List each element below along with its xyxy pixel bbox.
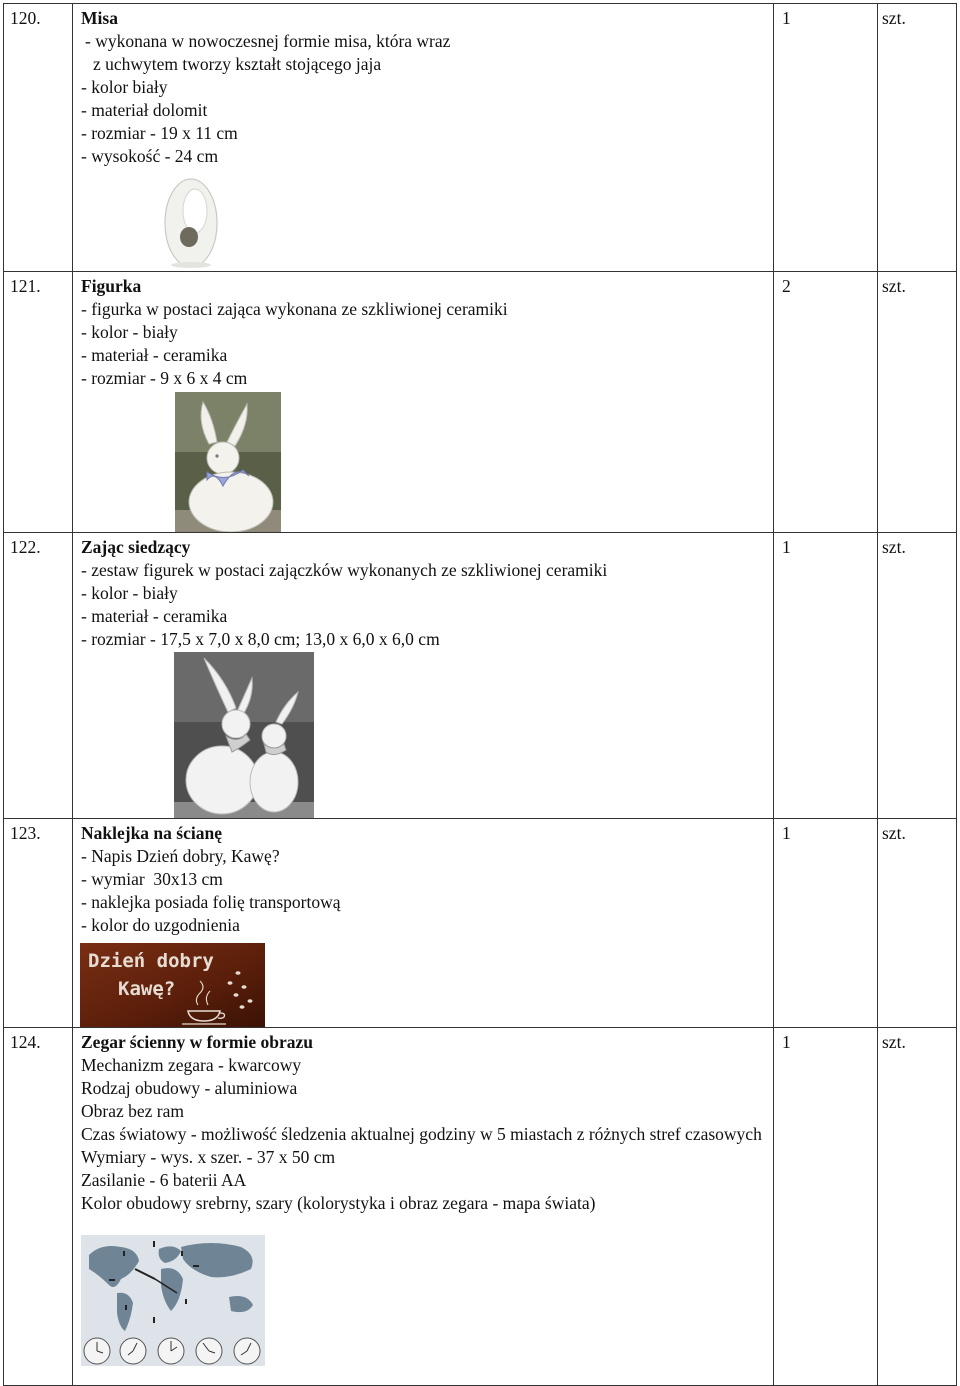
item-unit: szt. xyxy=(878,272,957,533)
wall-sticker-photo xyxy=(80,943,265,1027)
item-detail: - rozmiar - 9 x 6 x 4 cm xyxy=(81,368,248,388)
table-row xyxy=(4,1028,957,1386)
sticker-line-2: Kawę? xyxy=(118,978,176,1000)
item-detail: Wymiary - wys. x szer. - 37 x 50 cm xyxy=(81,1147,336,1167)
item-number: 124. xyxy=(4,1028,73,1386)
item-detail: - materiał - ceramika xyxy=(81,606,228,626)
item-title: Zając siedzący xyxy=(81,537,191,557)
item-detail: Zasilanie - 6 baterii AA xyxy=(81,1170,247,1190)
item-detail: - materiał - ceramika xyxy=(81,345,228,365)
item-description xyxy=(73,272,774,533)
item-description xyxy=(73,4,774,272)
item-title: Zegar ścienny w formie obrazu xyxy=(81,1032,314,1052)
item-description xyxy=(73,533,774,819)
item-quantity: 1 xyxy=(774,819,878,1028)
item-detail: - kolor do uzgodnienia xyxy=(81,915,240,935)
table-row xyxy=(4,4,957,272)
item-detail: - kolor - biały xyxy=(81,322,178,342)
product-table xyxy=(3,3,957,1386)
item-detail: - rozmiar - 17,5 x 7,0 x 8,0 cm; 13,0 x 6,0 x 6,0 cm xyxy=(81,629,440,649)
item-detail: z uchwytem tworzy kształt stojącego jaja xyxy=(93,54,382,74)
item-quantity: 1 xyxy=(774,533,878,819)
item-title: Misa xyxy=(81,8,118,28)
item-detail: Rodzaj obudowy - aluminiowa xyxy=(81,1078,298,1098)
item-unit: szt. xyxy=(878,1028,957,1386)
item-detail: - wymiar 30x13 cm xyxy=(81,869,223,889)
item-detail: - Napis Dzień dobry, Kawę? xyxy=(81,846,280,866)
table-row xyxy=(4,819,957,1028)
rabbit-set-photo xyxy=(174,652,314,818)
item-unit: szt. xyxy=(878,4,957,272)
item-title: Naklejka na ścianę xyxy=(81,823,222,843)
item-detail: - materiał dolomit xyxy=(81,100,208,120)
item-quantity: 1 xyxy=(774,4,878,272)
item-description xyxy=(73,819,774,1028)
item-number: 121. xyxy=(4,272,73,533)
item-unit: szt. xyxy=(878,819,957,1028)
item-number: 122. xyxy=(4,533,73,819)
item-quantity: 1 xyxy=(774,1028,878,1386)
item-detail: - zestaw figurek w postaci zajączków wykonanych ze szkliwionej ceramiki xyxy=(81,560,608,580)
item-unit: szt. xyxy=(878,533,957,819)
item-detail: - naklejka posiada folię transportową xyxy=(81,892,341,912)
item-detail: - wykonana w nowoczesnej formie misa, która wraz xyxy=(85,31,451,51)
item-detail: Mechanizm zegara - kwarcowy xyxy=(81,1055,302,1075)
item-quantity: 2 xyxy=(774,272,878,533)
table-row xyxy=(4,533,957,819)
world-map-clock-photo xyxy=(81,1235,265,1366)
item-detail: - kolor - biały xyxy=(81,583,178,603)
item-number: 120. xyxy=(4,4,73,272)
item-detail: - figurka w postaci zająca wykonana ze szkliwionej ceramiki xyxy=(81,299,508,319)
item-detail: Obraz bez ram xyxy=(81,1101,184,1121)
table-row xyxy=(4,272,957,533)
item-detail: Czas światowy - możliwość śledzenia aktualnej godziny w 5 miastach z różnych stref czasowych xyxy=(81,1124,762,1144)
bowl-photo xyxy=(153,171,233,271)
item-title: Figurka xyxy=(81,276,142,296)
item-detail: - kolor biały xyxy=(81,77,168,97)
item-number: 123. xyxy=(4,819,73,1028)
item-detail: Kolor obudowy srebrny, szary (kolorystyka i obraz zegara - mapa świata) xyxy=(81,1193,596,1213)
rabbit-figurine-photo xyxy=(175,392,281,532)
item-detail: - rozmiar - 19 x 11 cm xyxy=(81,123,238,143)
item-description xyxy=(73,1028,774,1386)
item-detail: - wysokość - 24 cm xyxy=(81,146,219,166)
sticker-line-1: Dzień dobry xyxy=(88,950,214,972)
